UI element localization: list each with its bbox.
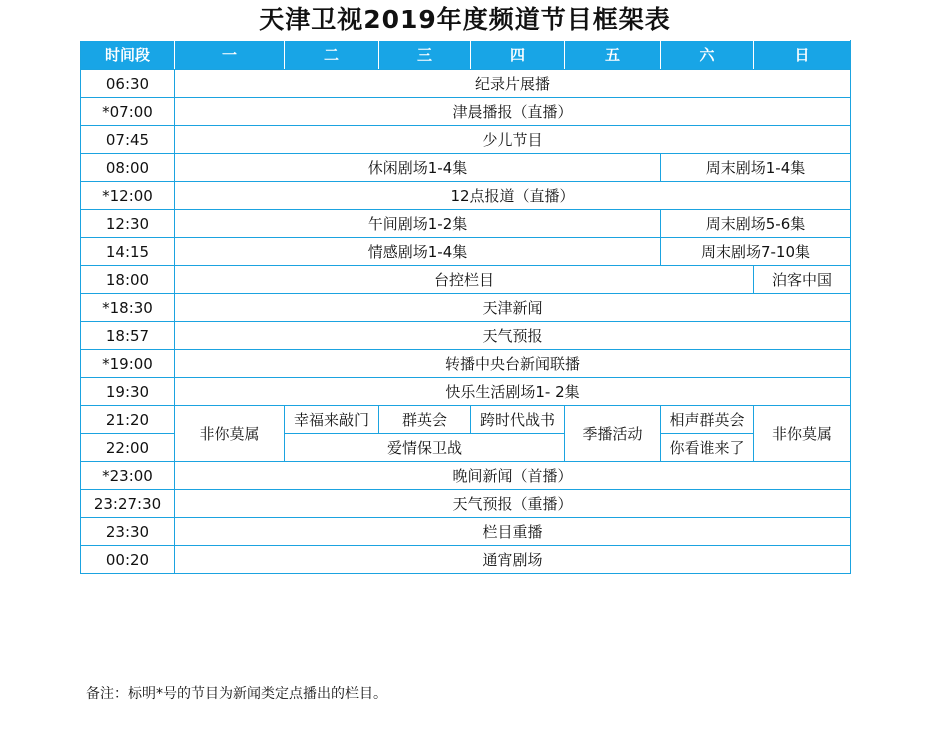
header-day: 六 <box>661 41 754 70</box>
time-cell: 07:45 <box>81 126 175 154</box>
table-row <box>81 238 851 266</box>
program-cell: 非你莫属 <box>175 406 285 462</box>
header-day: 二 <box>285 41 379 70</box>
header-day: 一 <box>175 41 285 70</box>
time-cell: 23:30 <box>81 518 175 546</box>
program-cell: 晚间新闻（首播） <box>175 462 851 490</box>
table-row <box>81 210 851 238</box>
time-cell: 19:30 <box>81 378 175 406</box>
page-title: 天津卫视2019年度频道节目框架表 <box>259 5 671 34</box>
time-cell: 12:30 <box>81 210 175 238</box>
program-cell: 爱情保卫战 <box>285 434 565 462</box>
program-cell: 少儿节目 <box>175 126 851 154</box>
program-cell: 转播中央台新闻联播 <box>175 350 851 378</box>
program-cell: 天津新闻 <box>175 294 851 322</box>
program-cell: 周末剧场7-10集 <box>661 238 851 266</box>
table-row <box>81 154 851 182</box>
table-row <box>81 70 851 98</box>
table-row <box>81 182 851 210</box>
program-cell: 休闲剧场1-4集 <box>175 154 661 182</box>
footnote: 备注：标明*号的节目为新闻类定点播出的栏目。 <box>86 686 387 702</box>
program-cell: 栏目重播 <box>175 518 851 546</box>
time-cell: *18:30 <box>81 294 175 322</box>
table-row <box>81 98 851 126</box>
header-day: 五 <box>565 41 661 70</box>
table-row <box>81 490 851 518</box>
program-cell: 相声群英会 <box>661 406 754 434</box>
table-row <box>81 266 851 294</box>
program-cell: 津晨播报（直播） <box>175 98 851 126</box>
program-cell: 周末剧场1-4集 <box>661 154 851 182</box>
table-row <box>81 518 851 546</box>
program-cell: 天气预报（重播） <box>175 490 851 518</box>
time-cell: 18:57 <box>81 322 175 350</box>
time-cell: 22:00 <box>81 434 175 462</box>
time-cell: 23:27:30 <box>81 490 175 518</box>
program-cell: 纪录片展播 <box>175 70 851 98</box>
program-cell: 周末剧场5-6集 <box>661 210 851 238</box>
program-cell: 快乐生活剧场1- 2集 <box>175 378 851 406</box>
program-cell: 跨时代战书 <box>471 406 565 434</box>
header-time: 时间段 <box>81 41 175 70</box>
program-cell: 12点报道（直播） <box>175 182 851 210</box>
header-day: 日 <box>754 41 851 70</box>
header-day: 三 <box>379 41 471 70</box>
time-cell: *19:00 <box>81 350 175 378</box>
time-cell: 00:20 <box>81 546 175 574</box>
time-cell: 06:30 <box>81 70 175 98</box>
table-row <box>81 294 851 322</box>
header-day: 四 <box>471 41 565 70</box>
program-cell: 群英会 <box>379 406 471 434</box>
table-row <box>81 406 851 434</box>
program-cell: 泊客中国 <box>754 266 851 294</box>
time-cell: 21:20 <box>81 406 175 434</box>
time-cell: 14:15 <box>81 238 175 266</box>
program-cell: 情感剧场1-4集 <box>175 238 661 266</box>
program-cell: 天气预报 <box>175 322 851 350</box>
table-row <box>81 350 851 378</box>
program-cell: 季播活动 <box>565 406 661 462</box>
program-cell: 幸福来敲门 <box>285 406 379 434</box>
time-cell: 18:00 <box>81 266 175 294</box>
table-row <box>81 546 851 574</box>
program-cell: 午间剧场1-2集 <box>175 210 661 238</box>
table-row <box>81 378 851 406</box>
time-cell: *07:00 <box>81 98 175 126</box>
header-row <box>81 41 851 70</box>
table-row <box>81 322 851 350</box>
program-cell: 非你莫属 <box>754 406 851 462</box>
table-row <box>81 462 851 490</box>
program-cell: 你看谁来了 <box>661 434 754 462</box>
time-cell: *12:00 <box>81 182 175 210</box>
schedule-table <box>80 40 851 574</box>
program-cell: 台控栏目 <box>175 266 754 294</box>
program-cell: 通宵剧场 <box>175 546 851 574</box>
time-cell: *23:00 <box>81 462 175 490</box>
time-cell: 08:00 <box>81 154 175 182</box>
table-row <box>81 126 851 154</box>
